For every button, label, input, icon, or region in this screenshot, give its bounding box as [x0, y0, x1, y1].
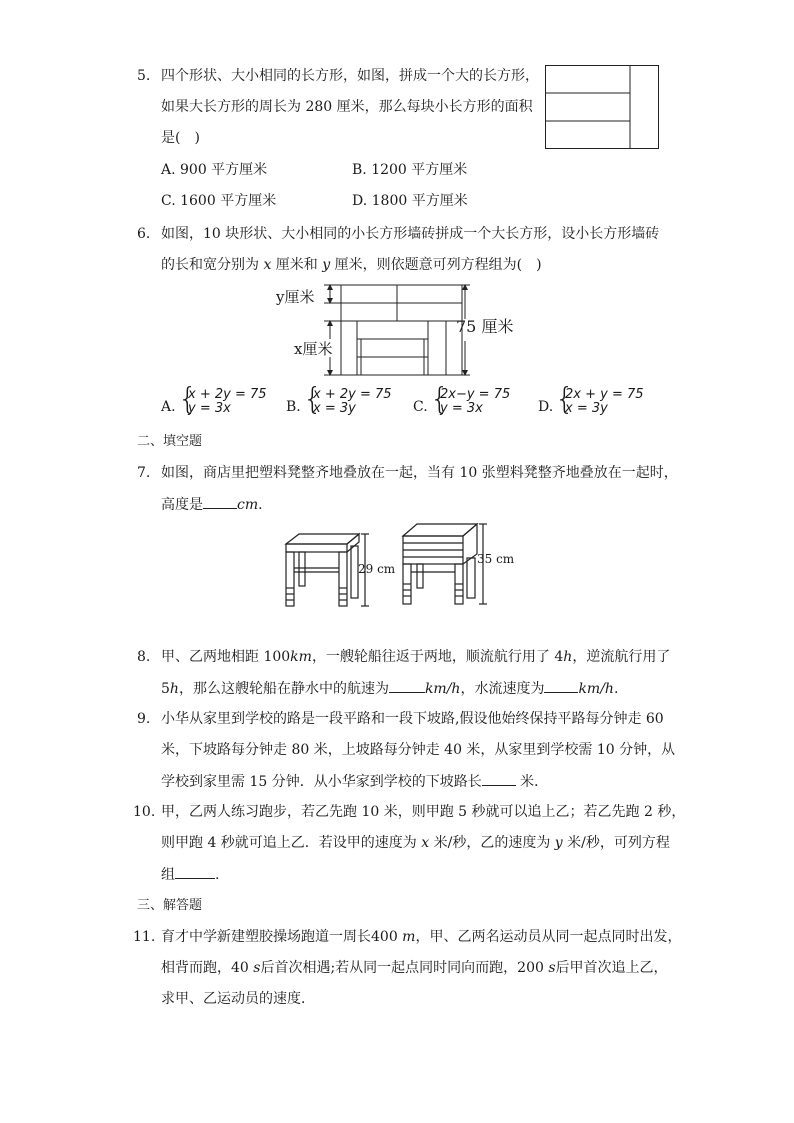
q6-number: 6. — [137, 226, 151, 242]
q9-text-line1: 小华从家里到学校的路是一段平路和一段下坡路,假设他始终保持平路每分钟走 60 — [161, 711, 664, 727]
q6-big-rect — [341, 285, 462, 375]
q10-answer-blank[interactable] — [175, 864, 215, 879]
q11-number: 11. — [133, 929, 156, 945]
q7-number: 7. — [137, 465, 151, 481]
q6-text-line2: 的长和宽分别为 x 厘米和 y 厘米，则依题意可列方程组为( ) — [161, 257, 542, 273]
q8-number: 8. — [137, 649, 151, 665]
q10-number: 10. — [133, 804, 156, 820]
q5-outer-rect — [546, 66, 659, 149]
q7-figure-label-35: 35 cm — [477, 552, 515, 566]
stool-stack — [403, 524, 487, 604]
q5-text-line1: 四个形状、大小相同的长方形，如图，拼成一个大的长方形， — [161, 68, 539, 84]
left-brace-icon: { — [303, 382, 323, 417]
q11-text-line3: 求甲、乙运动员的速度． — [161, 991, 315, 1007]
q5-option-b[interactable]: B. 1200 平方厘米 — [352, 162, 468, 178]
q8-answer-blank-1[interactable] — [389, 678, 425, 693]
q10-text-line3: 组 . — [161, 864, 219, 885]
left-brace-icon: { — [178, 382, 198, 417]
q11-text-line2: 相背而跑，40 s后首次相遇;若从同一起点同时同向而跑，200 s后甲首次追上乙， — [161, 960, 668, 976]
q7-answer-blank[interactable] — [203, 494, 237, 509]
q7-text-line1: 如图，商店里把塑料凳整齐地叠放在一起，当有 10 张塑料凳整齐地叠放在一起时， — [161, 465, 678, 481]
q5-option-d[interactable]: D. 1800 平方厘米 — [352, 193, 468, 209]
q6-option-d-letter[interactable]: D. — [538, 399, 554, 415]
q6-figure-height-label: 75 厘米 — [456, 317, 514, 336]
q10-text-line2: 则甲跑 4 秒就可追上乙．若设甲的速度为 x 米/秒，乙的速度为 y 米/秒，可列方程 — [161, 835, 670, 851]
q8-text-line1: 甲、乙两地相距 100km，一艘轮船往返于两地，顺流航行用了 4h，逆流航行用了 — [161, 649, 671, 665]
q6-option-a-letter[interactable]: A. — [161, 399, 176, 415]
q6-option-b-letter[interactable]: B. — [286, 399, 301, 415]
q10-text-line1: 甲，乙两人练习跑步，若乙先跑 10 米，则甲跑 5 秒就可以追上乙；若乙先跑 2 秒， — [161, 804, 686, 820]
left-brace-icon: { — [430, 382, 450, 417]
q9-number: 9. — [137, 711, 151, 727]
q8-text-line2: 5h，那么这艘轮船在静水中的航速为 km/h，水流速度为 km/h. — [161, 678, 618, 699]
q6-option-c-system[interactable]: { 2x−y = 75 y = 3x — [430, 382, 511, 417]
q5-text-line2: 如果大长方形的周长为 280 厘米，那么每块小长方形的面积 — [161, 99, 533, 115]
stool-single — [286, 534, 369, 606]
q5-number: 5. — [137, 68, 151, 84]
q11-text-line1: 育才中学新建塑胶操场跑道一周长400 m，甲、乙两名运动员从同一起点同时出发， — [161, 929, 682, 945]
left-brace-icon: { — [555, 382, 575, 417]
q9-text-line2: 米，下坡路每分钟走 80 米，上坡路每分钟走 40 米，从家里到学校需 10 分钟，从 — [161, 742, 676, 758]
section-fill-in-title: 二、填空题 — [137, 434, 203, 449]
q6-option-b-system[interactable]: { x + 2y = 75 x = 3y — [303, 382, 392, 417]
q5-text-line3: 是( ) — [161, 130, 200, 146]
q9-answer-blank[interactable] — [482, 771, 516, 786]
q6-option-c-letter[interactable]: C. — [413, 399, 428, 415]
q9-text-line3: 学校到家里需 15 分钟．从小华家到学校的下坡路长 米． — [161, 771, 548, 792]
q5-option-a[interactable]: A. 900 平方厘米 — [161, 162, 268, 178]
q6-figure-x-label: x厘米 — [294, 340, 333, 358]
q7-text-line2: 高度是 cm. — [161, 494, 263, 515]
q6-text-line1: 如图，10 块形状、大小相同的小长方形墙砖拼成一个大长方形，设小长方形墙砖 — [161, 226, 660, 242]
q6-option-a-system[interactable]: { x + 2y = 75 y = 3x — [178, 382, 267, 417]
section-answer-title: 三、解答题 — [137, 898, 203, 913]
q6-option-d-system[interactable]: { 2x + y = 75 x = 3y — [555, 382, 644, 417]
q5-option-c[interactable]: C. 1600 平方厘米 — [161, 193, 277, 209]
q6-figure-y-label: y厘米 — [276, 288, 315, 306]
q5-rectangles-figure — [545, 65, 661, 150]
q7-figure-label-29: 29 cm — [358, 562, 396, 576]
q8-answer-blank-2[interactable] — [544, 678, 578, 693]
